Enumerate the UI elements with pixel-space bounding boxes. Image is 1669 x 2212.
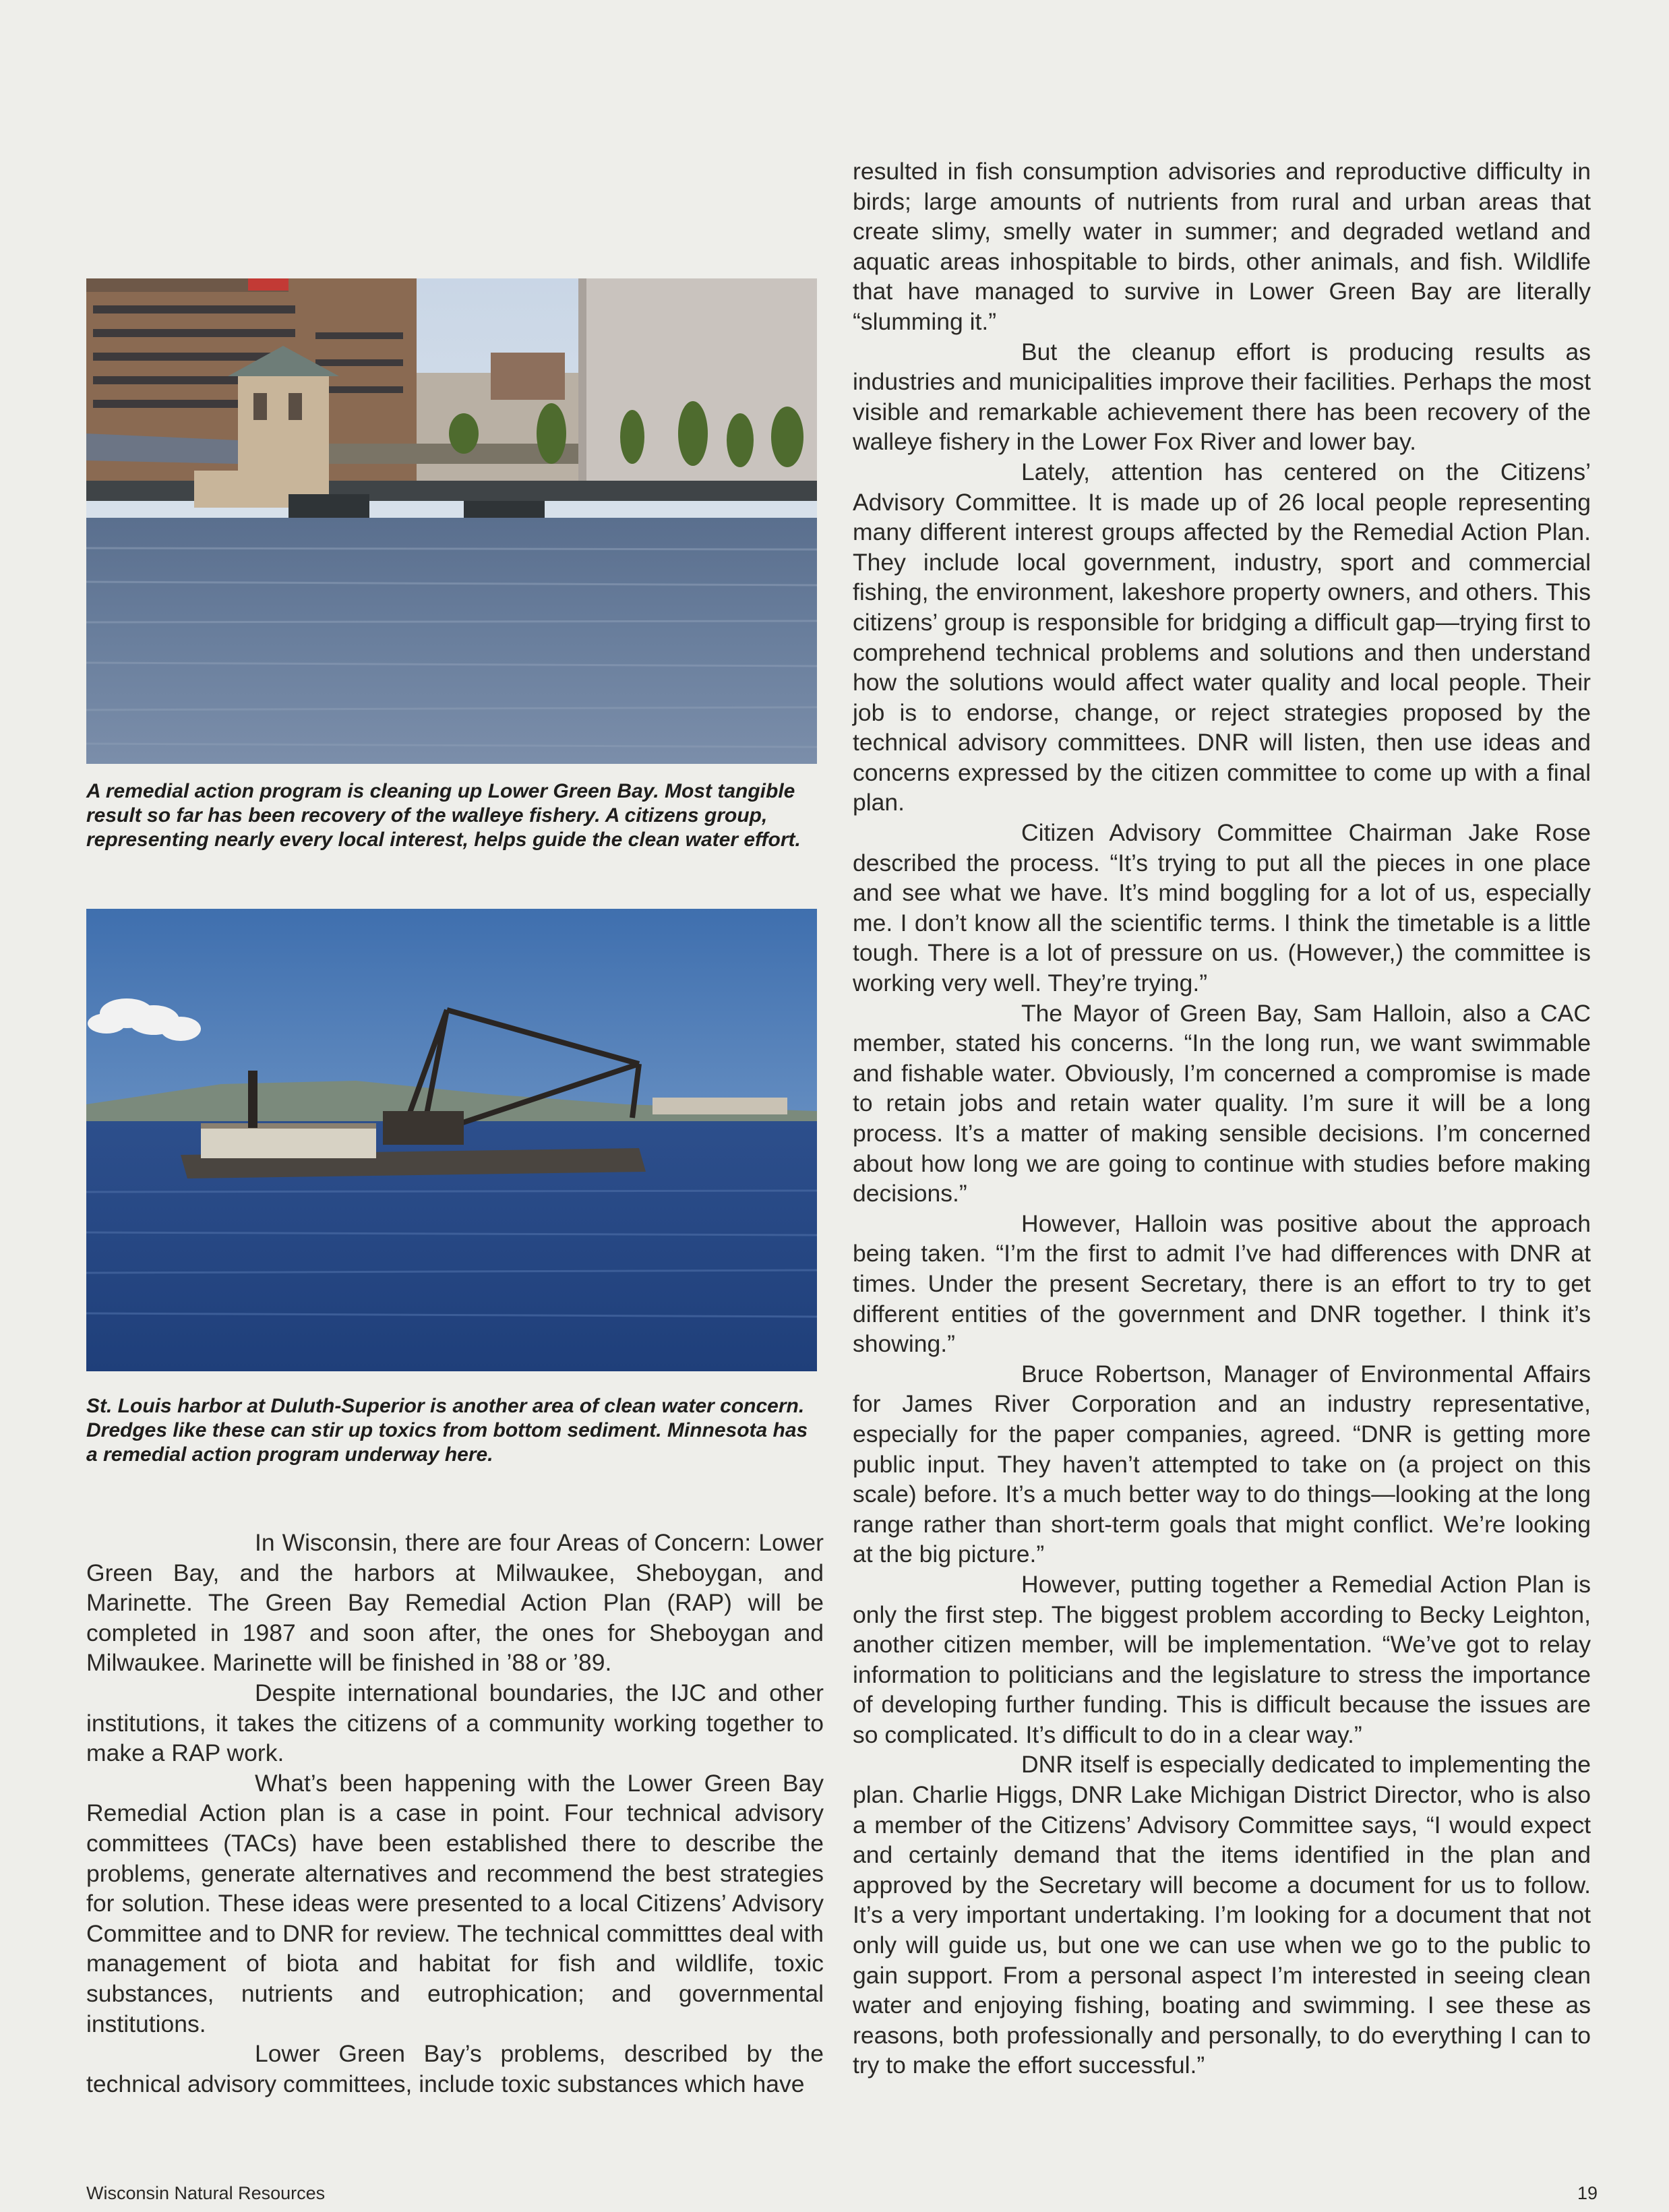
right-paragraph: But the cleanup effort is producing results as industries and municipalities improve their facilities. Perhaps the most visible and remarkable achievement there has been recovery of the walleye fishery in the Lower Fox River and lower bay. xyxy=(853,338,1591,456)
right-paragraph: Bruce Robertson, Manager of Environmental Affairs for James River Corporation and an industry representative, especially for the paper companies, agreed. “DNR is getting more public input. They haven’t attempted to take on (a project on this scale) before. It’s a much better way to do things—looking at the long range rather than short-term goals that might conflict. We’re looking at the big picture.” xyxy=(853,1360,1591,1568)
right-paragraph: Citizen Advisory Committee Chairman Jake Rose described the process. “It’s trying to put all the pieces in one place and see what we have. It’s mind boggling for a lot of us, especially me. I don’t know all the scientific terms. I think the timetable is a little tough. There is a lot of pressure on us. (However,) the committee is working very well. They’re trying.” xyxy=(853,819,1591,997)
green-bay-caption: A remedial action program is cleaning up Lower Green Bay. Most tangible result so far has been recovery of the walleye fishery. A citizens group, representing nearly every local interest, helps guide the clean water effort. xyxy=(86,780,801,851)
right-paragraph: However, putting together a Remedial Action Plan is only the first step. The biggest problem according to Becky Leighton, another citizen member, will be implementation. “We’ve got to relay information to politicians and the legislature to stress the importance of developing further funding. This is difficult because the issues are so complicated. It’s difficult to do in a clear way.” xyxy=(853,1570,1591,1748)
right-paragraph: DNR itself is especially dedicated to implementing the plan. Charlie Higgs, DNR Lake Michigan District Director, who is also a member of the Citizens’ Advisory Committee says, “I would expect and certainly demand that the items identified in the plan and approved by the Secretary will become a document for us to follow. It’s a very important undertaking. I’m looking for a document that not only will guide us, but one we can use when we go to the public to gain support. From a personal aspect I’m interested in seeing clean water and enjoying fishing, boating and swimming. I see these as reasons, both professionally and personally, to do everything I can to try to make the effort successful.” xyxy=(853,1751,1591,2079)
right-paragraph: Lately, attention has centered on the Citizens’ Advisory Committee. It is made up of 26 local people representing many different interest groups affected by the Remedial Action Plan. They include local government, industry, sport and commercial fishing, the environment, lakeshore property owners, and others. This citizens’ group is responsible for bridging a difficult gap—trying first to comprehend technical problems and solutions and then understand how the solutions would affect water quality and local people. Their job is to endorse, change, or reject strategies proposed by the technical advisory committees. DNR will listen, then use ideas and concerns expressed by the citizen committee to come up with a final plan. xyxy=(853,458,1591,816)
duluth-harbor-photo xyxy=(86,909,817,1371)
right-paragraph: However, Halloin was positive about the approach being taken. “I’m the first to admit I’ve had differences with DNR at times. Under the present Secretary, there is an effort to try to get different entities of the government and DNR together. I think it’s showing.” xyxy=(853,1209,1591,1358)
footer-publication: Wisconsin Natural Resources xyxy=(86,2183,326,2203)
left-column xyxy=(86,1528,824,2099)
green-bay-photo xyxy=(86,278,817,764)
right-paragraph: The Mayor of Green Bay, Sam Halloin, also a CAC member, stated his concerns. “In the long run, we want swimmable and fishable water. Obviously, I’m concerned a compromise is made to retain jobs and retain water quality. I’m sure it will be a long process. It’s a matter of making sensible decisions. I’m concerned about how long we are going to continue with studies before making decisions.” xyxy=(853,999,1591,1207)
right-continuation: resulted in fish consumption advisories and reproductive difficulty in birds; large amounts of nutrients from rural and urban areas that create slimy, smelly water in summer; and degraded wetland and aquatic areas inhospitable to birds, other animals, and fish. Wildlife that have managed to survive in Lower Green Bay are literally “slumming it.” xyxy=(853,158,1591,335)
left-paragraph: What’s been happening with the Lower Green Bay Remedial Action plan is a case in point. Four technical advisory committees (TACs) have been established there to describe the problems, generate alternatives and recommend the best strategies for solution. These ideas were presented to a local Citizens’ Advisory Committee and to DNR for review. The technical committtes deal with management of biota and habitat for fish and wildlife, toxic substances, nutrients and eutrophication; and governmental institutions. xyxy=(86,1769,824,2037)
footer-page-number: 19 xyxy=(1577,2183,1598,2203)
left-paragraph: Lower Green Bay’s problems, described by the technical advisory committees, include toxic substances which have xyxy=(86,2040,824,2097)
left-paragraph: Despite international boundaries, the IJC and other institutions, it takes the citizens of a community working together to make a RAP work. xyxy=(86,1679,824,1767)
right-column xyxy=(853,156,1591,2081)
duluth-harbor-caption: St. Louis harbor at Duluth-Superior is another area of clean water concern. Dredges like these can stir up toxics from bottom sediment. Minnesota has a remedial action program underway here. xyxy=(86,1395,808,1466)
left-paragraph: In Wisconsin, there are four Areas of Concern: Lower Green Bay, and the harbors at Milwaukee, Sheboygan, and Marinette. The Green Bay Remedial Action Plan (RAP) will be completed in 1987 and soon after, the ones for Sheboygan and Milwaukee. Marinette will be finished in ’88 or ’89. xyxy=(86,1529,824,1677)
